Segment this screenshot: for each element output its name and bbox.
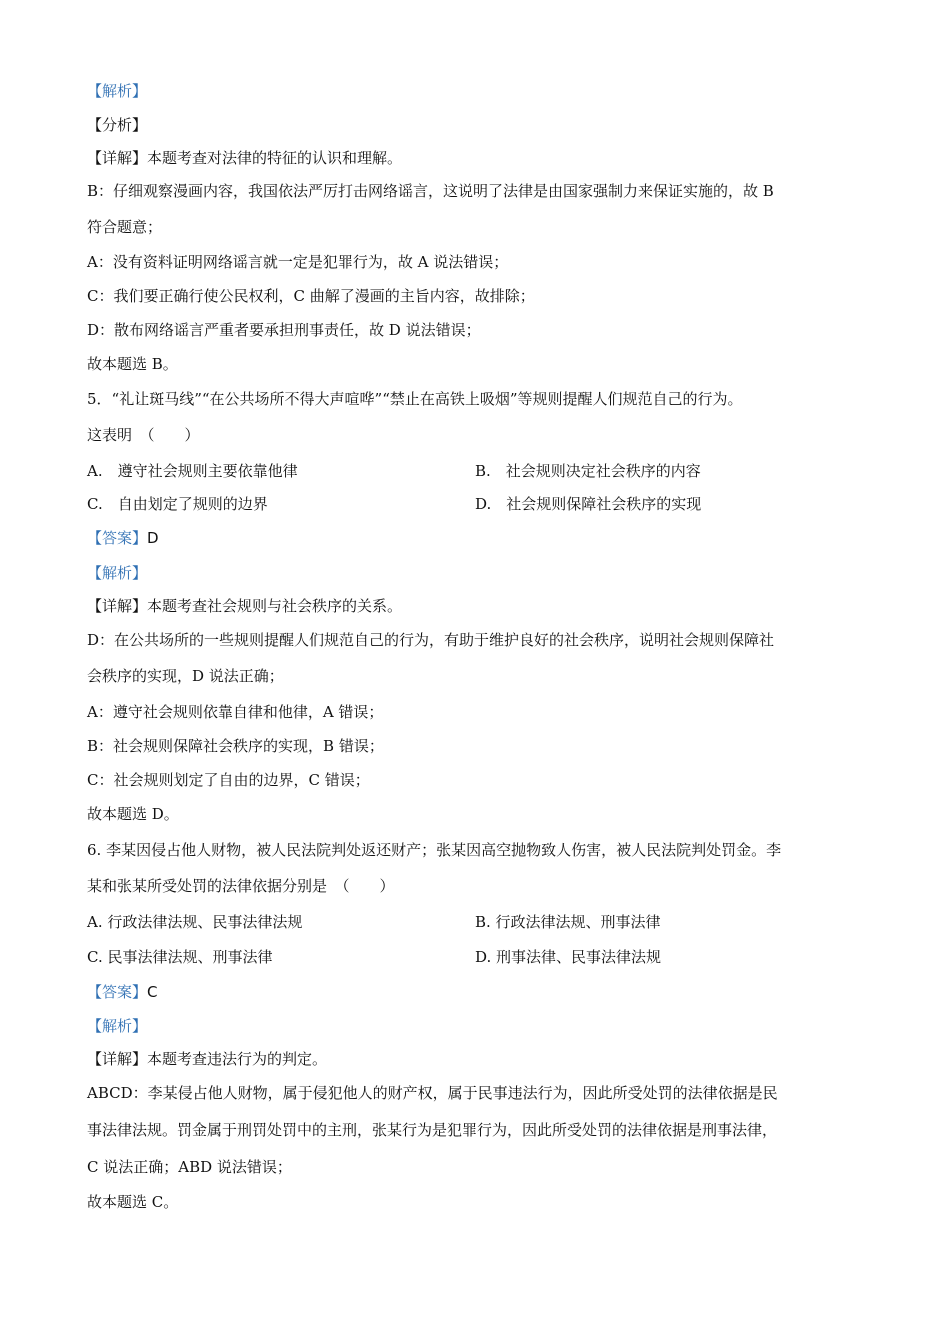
q5-option-d: D. 社会规则保障社会秩序的实现 [475,495,702,513]
xiangjie-text: 【详解】本题考查对法律的特征的认识和理解。 [87,149,403,167]
q5-xiangjie: 【详解】本题考查社会规则与社会秩序的关系。 [87,597,403,615]
answer-value: D [147,529,159,547]
q5-explanation-c: C：社会规则划定了自由的边界，C 错误； [87,771,370,789]
q6-explanation-line2: 事法律法规。罚金属于刑罚处罚中的主刑，张某行为是犯罪行为，因此所受处罚的法律依据是刑事法律， [87,1121,778,1139]
q6-option-b: B. 行政法律法规、刑事法律 [475,913,661,931]
q5-jiexi-heading: 【解析】 [87,564,148,582]
q5-option-b: B. 社会规则决定社会秩序的内容 [475,462,701,480]
q6-answer [87,982,158,1002]
explanation-b-line1: B：仔细观察漫画内容，我国依法严厉打击网络谣言，这说明了法律是由国家强制力来保证实施的，故 B [87,182,774,200]
q5-stem-line1: 5．“礼让斑马线”“在公共场所不得大声喧哗”“禁止在高铁上吸烟”等规则提醒人们规范自己的行为。 [87,390,743,408]
q6-jiexi-heading: 【解析】 [87,1017,148,1035]
jiexi-heading: 【解析】 [87,82,148,100]
q5-explanation-d-line2: 会秩序的实现，D 说法正确； [87,667,284,685]
conclusion: 故本题选 B。 [87,355,178,373]
fenxi-heading: 【分析】 [87,116,148,134]
explanation-d: D：散布网络谣言严重者要承担刑事责任，故 D 说法错误； [87,321,481,339]
q6-explanation-line3: C 说法正确；ABD 说法错误； [87,1158,292,1176]
q6-stem-line1: 6. 李某因侵占他人财物，被人民法院判处返还财产；张某因高空抛物致人伤害，被人民法院判处罚金。李 [87,841,782,859]
q6-stem-line2: 某和张某所受处罚的法律依据分别是 （ ） [87,877,395,895]
q5-explanation-a: A：遵守社会规则依靠自律和他律，A 错误； [87,703,384,721]
q6-option-d: D. 刑事法律、民事法律法规 [475,948,662,966]
explanation-b-line2: 符合题意； [87,218,163,236]
answer-value: C [147,983,158,1001]
q6-xiangjie: 【详解】本题考查违法行为的判定。 [87,1050,328,1068]
q5-answer [87,528,159,548]
q6-explanation-line1: ABCD：李某侵占他人财物，属于侵犯他人的财产权，属于民事违法行为，因此所受处罚的法律依据是民 [87,1084,778,1102]
explanation-c: C：我们要正确行使公民权利，C 曲解了漫画的主旨内容，故排除； [87,287,535,305]
q5-explanation-d-line1: D：在公共场所的一些规则提醒人们规范自己的行为，有助于维护良好的社会秩序，说明社会规则保障社 [87,631,775,649]
q5-explanation-b: B：社会规则保障社会秩序的实现，B 错误； [87,737,384,755]
q6-conclusion: 故本题选 C。 [87,1193,179,1211]
q5-option-c: C. 自由划定了规则的边界 [87,495,268,513]
q6-option-c: C. 民事法律法规、刑事法律 [87,948,273,966]
explanation-a: A：没有资料证明网络谣言就一定是犯罪行为，故 A 说法错误； [87,253,509,271]
q5-conclusion: 故本题选 D。 [87,805,179,823]
q5-option-a: A. 遵守社会规则主要依靠他律 [87,462,298,480]
q6-option-a: A. 行政法律法规、民事法律法规 [87,913,303,931]
answer-tag: 【答案】 [87,983,148,1001]
answer-tag: 【答案】 [87,529,148,547]
q5-stem-line2: 这表明 （ ） [87,426,200,444]
